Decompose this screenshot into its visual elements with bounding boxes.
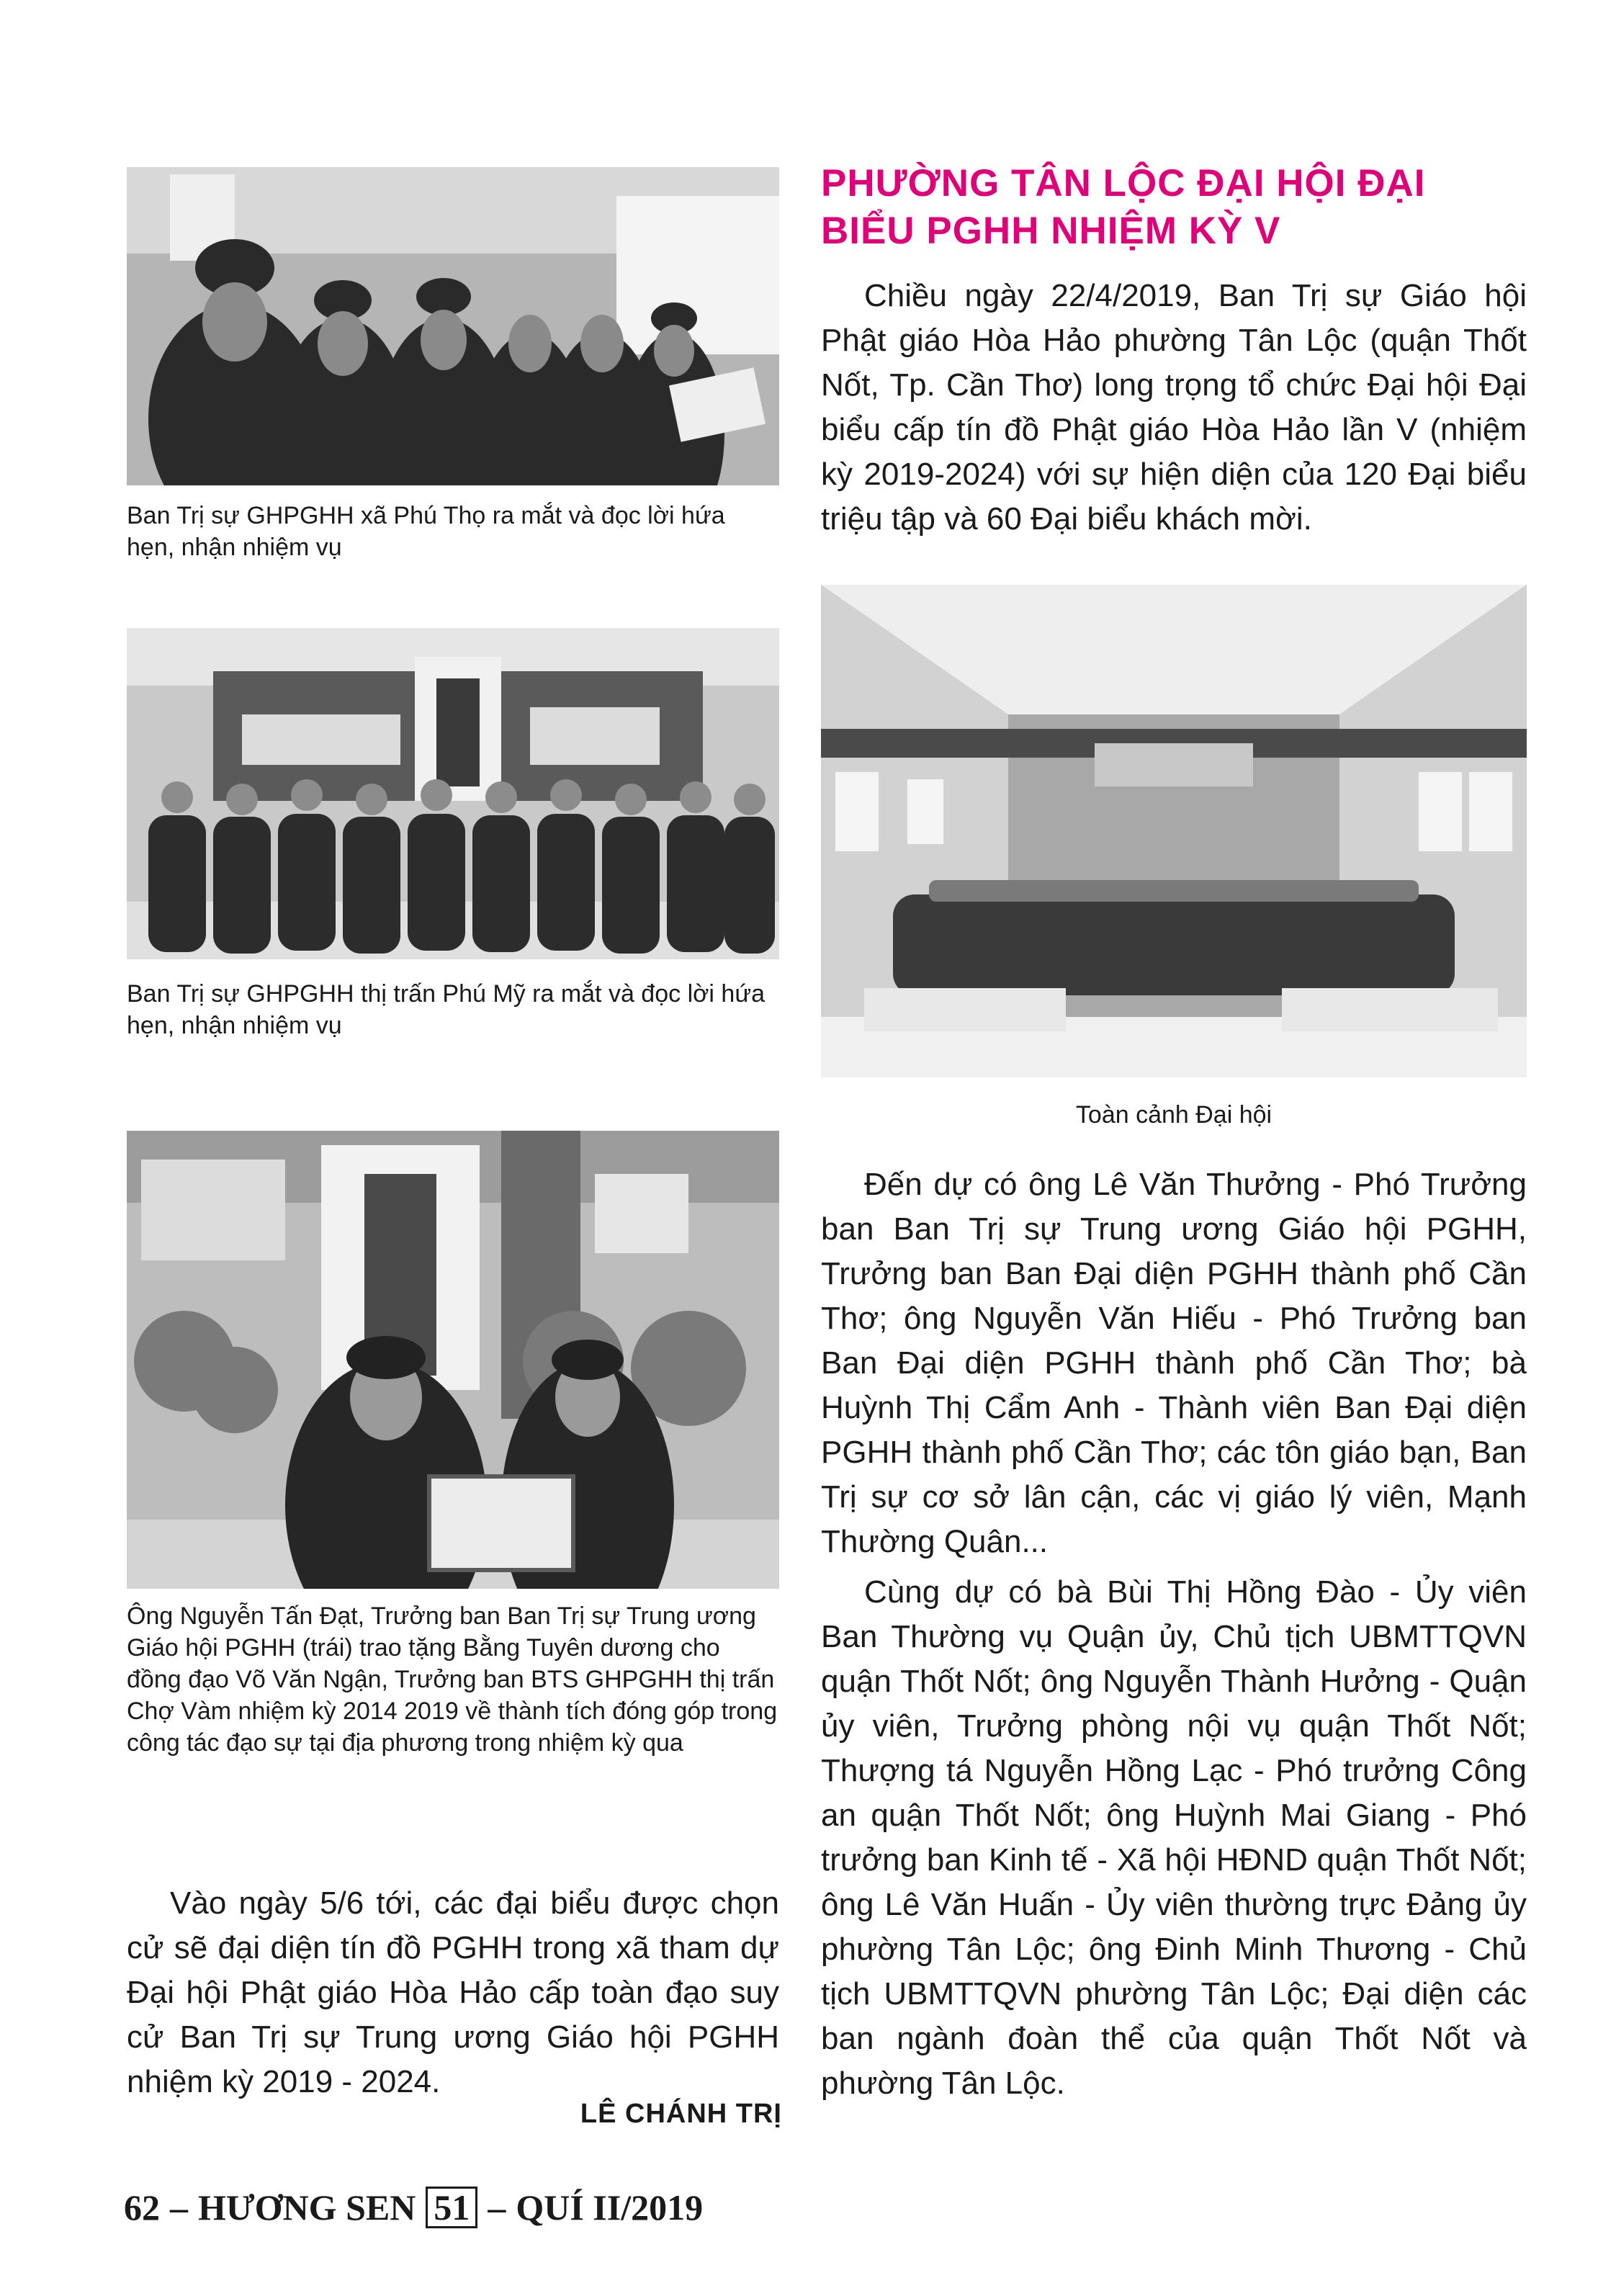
article-intro xyxy=(821,274,1527,542)
photo-congress-overview xyxy=(821,585,1527,1077)
page-number: 62 xyxy=(124,2187,160,2228)
issue-quarter: QUÍ II/2019 xyxy=(516,2187,704,2228)
issue-number: 51 xyxy=(426,2187,477,2228)
photo1-caption: Ban Trị sự GHPGHH xã Phú Thọ ra mắt và đọc lời hứa hẹn, nhận nhiệm vụ xyxy=(127,502,725,561)
photo-award-presentation xyxy=(127,1131,779,1589)
closing-paragraph: Vào ngày 5/6 tới, các đại biểu được chọn cử sẽ đại diện tín đồ PGHH trong xã tham dự Đại hội Phật giáo Hòa Hảo cấp toàn đạo suy cử Ban Trị sự Trung ương Giáo hội PGHH nhiệm kỳ 2019 - 2024. xyxy=(127,1885,779,2099)
author-name: LÊ CHÁNH TRỊ xyxy=(580,2099,782,2129)
page-footer xyxy=(124,2187,703,2228)
magazine-name: HƯƠNG SEN xyxy=(198,2187,416,2228)
footer-dash-1: – xyxy=(170,2187,188,2228)
paragraph-3: Cùng dự có bà Bùi Thị Hồng Đào - Ủy viên Ban Thường vụ Quận ủy, Chủ tịch UBMTTQVN quận Thốt Nốt; ông Nguyễn Thành Hưởng - Quận ủy viên, Trưởng phòng nội vụ quận Thốt Nốt; Thượng tá Nguyễn Hồng Lạc - Phó trưởng Công an quận Thốt Nốt; ông Huỳnh Mai Giang - Phó trưởng ban Kinh tế - Xã hội HĐND quận Thốt Nốt; ông Lê Văn Huấn - Ủy viên thường trực Đảng ủy phường Tân Lộc; ông Đinh Minh Thương - Chủ tịch UBMTTQVN phường Tân Lộc; Đại diện các ban ngành đoàn thể của quận Thốt Nốt và phường Tân Lộc. xyxy=(821,1574,1527,2101)
photo3-caption: Ông Nguyễn Tấn Đạt, Trưởng ban Ban Trị sự Trung ương Giáo hội PGHH (trái) trao tặng Bằng Tuyên dương cho đồng đạo Võ Văn Ngận, Trưởng ban BTS GHPGHH thị trấn Chợ Vàm nhiệm kỳ 2014 2019 về thành tích đóng góp trong công tác đạo sự tại địa phương trong nhiệm kỳ qua xyxy=(127,1602,778,1757)
left-closing-paragraph xyxy=(127,1881,779,2104)
photo-phu-tho-oath xyxy=(127,167,779,485)
photo4-caption: Toàn cảnh Đại hội xyxy=(1075,1101,1272,1129)
intro-paragraph: Chiều ngày 22/4/2019, Ban Trị sự Giáo hội Phật giáo Hòa Hảo phường Tân Lộc (quận Thốt Nốt, Tp. Cần Thơ) long trọng tổ chức Đại hội Đại biểu cấp tín đồ Phật giáo Hòa Hảo lần V (nhiệm kỳ 2019-2024) với sự hiện diện của 120 Đại biểu triệu tập và 60 Đại biểu khách mời. xyxy=(821,278,1527,537)
footer-dash-2: – xyxy=(488,2187,506,2228)
photo-phu-my-oath xyxy=(127,628,779,959)
article-body xyxy=(821,1162,1527,2106)
photo2-caption: Ban Trị sự GHPGHH thị trấn Phú Mỹ ra mắt và đọc lời hứa hẹn, nhận nhiệm vụ xyxy=(127,980,765,1039)
paragraph-2: Đến dự có ông Lê Văn Thưởng - Phó Trưởng ban Ban Trị sự Trung ương Giáo hội PGHH, Trưởng ban Ban Đại diện PGHH thành phố Cần Thơ; ông Nguyễn Văn Hiếu - Phó Trưởng ban Ban Đại diện PGHH thành phố Cần Thơ; bà Huỳnh Thị Cẩm Anh - Thành viên Ban Đại diện PGHH thành phố Cần Thơ; các tôn giáo bạn, Ban Trị sự cơ sở lân cận, các vị giáo lý viên, Mạnh Thường Quân... xyxy=(821,1167,1527,1559)
article-heading: PHƯỜNG TÂN LỘC ĐẠI HỘI ĐẠI BIỂU PGHH NHIỆM KỲ V xyxy=(821,162,1426,252)
